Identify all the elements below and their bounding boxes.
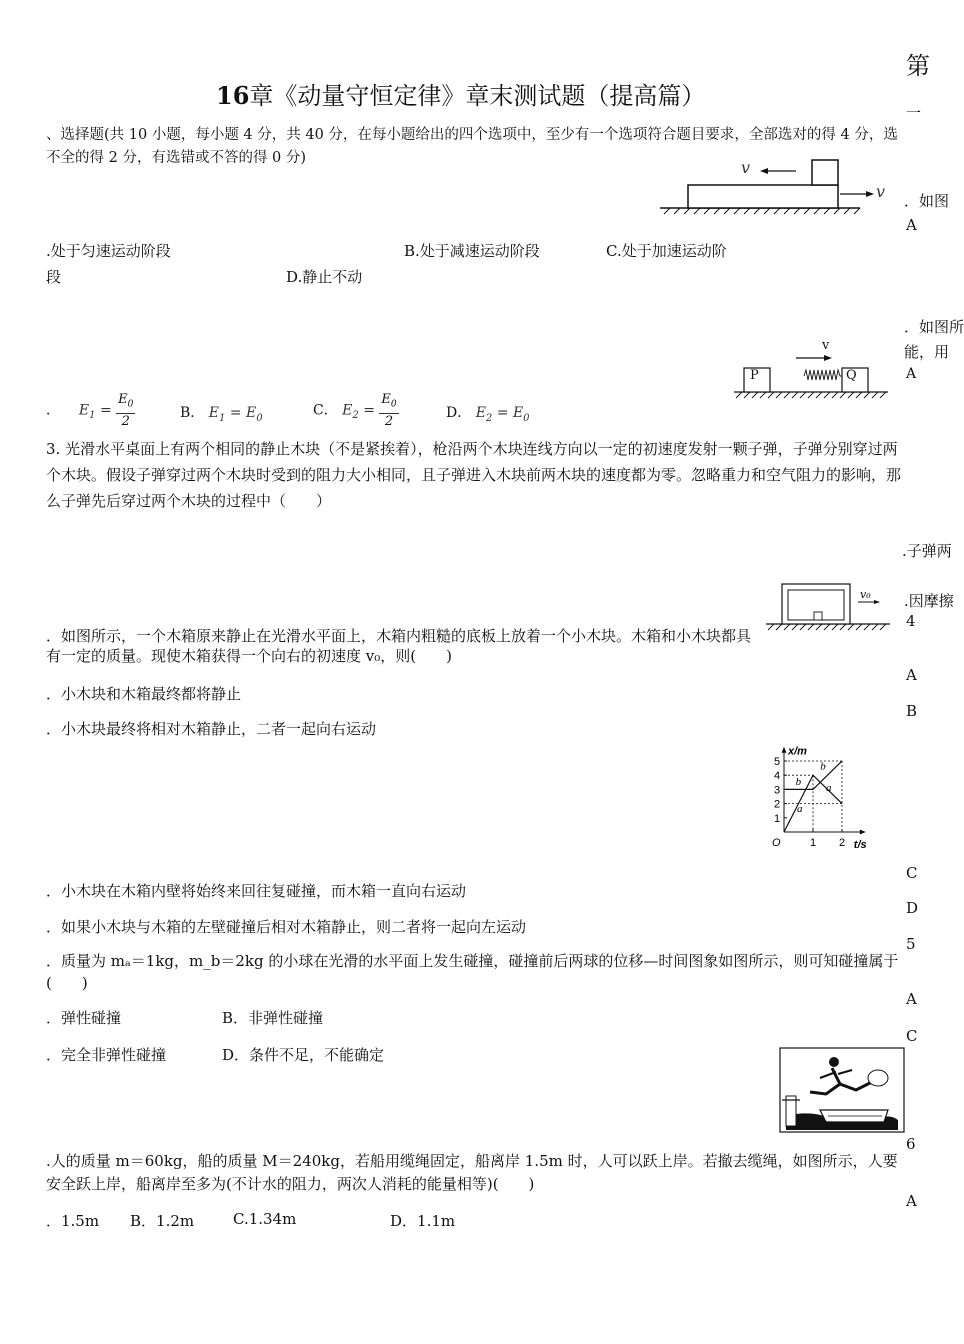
q5-xt-chart <box>764 742 904 852</box>
y-tick-label: 3 <box>774 784 781 797</box>
q4-edge-a: A <box>906 666 917 684</box>
q2-option-b-prefix: B． <box>180 405 205 421</box>
x-tick-label: 1 <box>810 837 817 849</box>
q2-c-num-sub: 0 <box>390 399 397 410</box>
q6-edge-a: A <box>906 1192 917 1210</box>
q2-d-sub2: 2 <box>485 412 493 424</box>
q4-option-c: ．小木块在木箱内壁将始终来回往复碰撞，而木箱一直向右运动 <box>46 882 467 900</box>
x-axis-arrow <box>860 830 866 835</box>
y-tick-label: 1 <box>774 812 781 825</box>
q2-fig-label-v: v <box>822 338 830 353</box>
q1-figure <box>660 156 900 216</box>
q5-option-c: ．完全非弹性碰撞 <box>46 1046 167 1064</box>
q4-option-d: ．如果小木块与木箱的左壁碰撞后相对木箱静止，则二者将一起向左运动 <box>46 918 527 936</box>
q2-a-lhs: E <box>78 402 90 419</box>
q5-edge-num: 5 <box>906 935 916 953</box>
q2-a-num-sub: 0 <box>127 399 134 410</box>
q6-stem: .人的质量 m＝60kg，船的质量 M＝240kg，若船用缆绳固定，船离岸 1.5m 时，人可以跃上岸。若撤去缆绳，如图所示，人要安全跃上岸，船离岸至多为(不计水的阻力，两次人消耗的能量相等)( ) <box>46 1152 898 1193</box>
q2-b-sub1: 1 <box>218 412 226 424</box>
q2-d-eq: = <box>496 405 509 421</box>
q2-option-a-prefix: ． <box>46 402 60 419</box>
q2-c-fraction <box>379 392 398 429</box>
q2-a-sub: 1 <box>89 410 96 422</box>
y-axis-label: x/m <box>788 745 807 758</box>
q2-edge-label: A <box>906 366 917 382</box>
origin-label: O <box>772 837 781 849</box>
series-label-a: a <box>797 803 803 816</box>
section-instructions: 、选择题(共 10 小题，每小题 4 分，共 40 分，在每小题给出的四个选项中，至少有一个选项符合题目要求，全部选对的得 4 分，选不全的得 2 分，有选错或不答的得 0 分) <box>46 127 898 166</box>
q4-option-b: ．小木块最终将相对木箱静止，二者一起向右运动 <box>46 720 377 738</box>
y-tick-label: 4 <box>774 770 781 783</box>
q2-option-d-prefix: D． <box>446 405 472 421</box>
q1-edge-label: A <box>906 216 917 234</box>
q2-a-den: 2 <box>121 413 130 429</box>
q2-option-b <box>180 402 263 424</box>
q1-option-b: B.处于减速运动阶段 <box>404 242 540 260</box>
q2-option-a <box>46 392 135 429</box>
edge-header-dash: 一 <box>906 104 922 122</box>
page-title <box>216 76 705 111</box>
q2-c-sub: 2 <box>352 410 359 422</box>
q4-stem: ．如图所示，一个木箱原来静止在光滑水平面上，木箱内粗糙的底板上放着一个小木块。木箱和小木块都具有一定的质量。现使木箱获得一个向右的初速度 v₀，则( ) <box>46 627 752 665</box>
q6-option-b: B．1.2m <box>130 1212 195 1230</box>
q2-c-den: 2 <box>384 413 394 429</box>
q6-option-a: ．1.5m <box>46 1212 100 1230</box>
q1-option-c-cont: 段 <box>46 268 62 286</box>
q2-fig-label-q: Q <box>846 368 857 383</box>
title-text: 章《动量守恒定律》章末测试题（提高篇） <box>249 82 706 110</box>
q5-stem: ．质量为 mₐ＝1kg，m_b＝2kg 的小球在光滑的水平面上发生碰撞，碰撞前后两球的位移—时间图象如图所示，则可知碰撞属于( ) <box>46 952 899 992</box>
series-label-a: a <box>826 781 832 794</box>
y-axis-arrow <box>782 747 787 753</box>
q2-a-num: E <box>118 392 128 407</box>
q4-edge-d: D <box>906 899 919 917</box>
q3-edge-a: .子弹两 <box>902 542 952 560</box>
q1-fig-v-left: v <box>741 158 751 177</box>
q2-b-eq: = <box>229 405 242 421</box>
q2-fig-label-p: P <box>750 368 759 383</box>
q3-edge-b: .因摩擦 <box>904 592 954 610</box>
q2-spring <box>804 370 842 380</box>
q5-edge-c: C <box>906 1027 918 1045</box>
q1-fig-v-right: v <box>876 182 886 201</box>
q6-option-d: D．1.1m <box>390 1212 456 1230</box>
q4-fig-v0: v₀ <box>860 588 871 601</box>
q2-option-c <box>313 392 399 429</box>
q2-b-lhs: E <box>208 405 219 421</box>
q1-option-c: C.处于加速运动阶 <box>606 242 727 260</box>
q1-option-a: .处于匀速运动阶段 <box>46 242 171 260</box>
q2-c-eq: = <box>363 402 375 419</box>
q2-c-lhs: E <box>342 402 353 419</box>
q2-d-sub0: 0 <box>523 412 530 424</box>
q5-option-d: D．条件不足，不能确定 <box>222 1046 385 1064</box>
q3-stem: 3. 光滑水平桌面上有两个相同的静止木块（不是紧挨着），枪沿两个木块连线方向以一定的初速度发射一颗子弹，子弹分别穿过两个木块。假设子弹穿过两个木块时受到的阻力大小相同，且子弹进入木块前两木块的速度都为零。忽略重力和空气阻力的影响，那么子弹先后穿过两个木块的过程中（ ） <box>46 440 902 510</box>
q5-option-a: ．弹性碰撞 <box>46 1009 122 1027</box>
q2-option-c-prefix: C． <box>313 402 338 419</box>
edge-header-char: 第 <box>906 52 930 80</box>
q4-option-a: ．小木块和木箱最终都将静止 <box>46 685 242 703</box>
series-label-b: b <box>820 760 826 773</box>
q2-d-lhs: E <box>475 405 486 421</box>
title-number: 16 <box>216 81 250 110</box>
q1-edge-stem: ．如图 <box>904 192 950 210</box>
q5-edge-a: A <box>906 990 917 1008</box>
q2-a-fraction <box>116 392 135 429</box>
x-tick-label: 2 <box>839 837 846 849</box>
q4-edge-c: C <box>906 864 918 882</box>
q6-man-head <box>829 1057 839 1067</box>
series-label-b: b <box>795 776 802 789</box>
q5-option-b: B．非弹性碰撞 <box>222 1009 324 1027</box>
q4-figure <box>766 580 896 630</box>
q1-block <box>812 160 838 185</box>
q2-b-rhs: E <box>246 405 257 421</box>
q6-option-c: C.1.34m <box>233 1210 297 1228</box>
q6-edge-num: 6 <box>906 1135 916 1153</box>
q2-a-eq: = <box>99 402 112 419</box>
q6-boat-figure <box>780 1048 904 1132</box>
q2-option-d <box>446 402 530 424</box>
q3-edge-num: 4 <box>906 612 916 630</box>
q1-board <box>688 185 838 208</box>
x-axis-label: t/s <box>853 839 867 851</box>
y-tick-label: 5 <box>774 756 781 768</box>
q4-edge-b: B <box>906 702 918 720</box>
y-tick-label: 2 <box>774 798 781 811</box>
q1-option-d: D.静止不动 <box>286 268 363 286</box>
q2-b-sub0: 0 <box>256 412 263 424</box>
q2-edge-line2: 能，用 <box>904 343 950 361</box>
q2-d-rhs: E <box>512 405 524 421</box>
q2-c-num: E <box>381 392 391 407</box>
q4-small-block <box>814 612 822 620</box>
q2-edge-stem: ．如图所 <box>904 318 964 336</box>
